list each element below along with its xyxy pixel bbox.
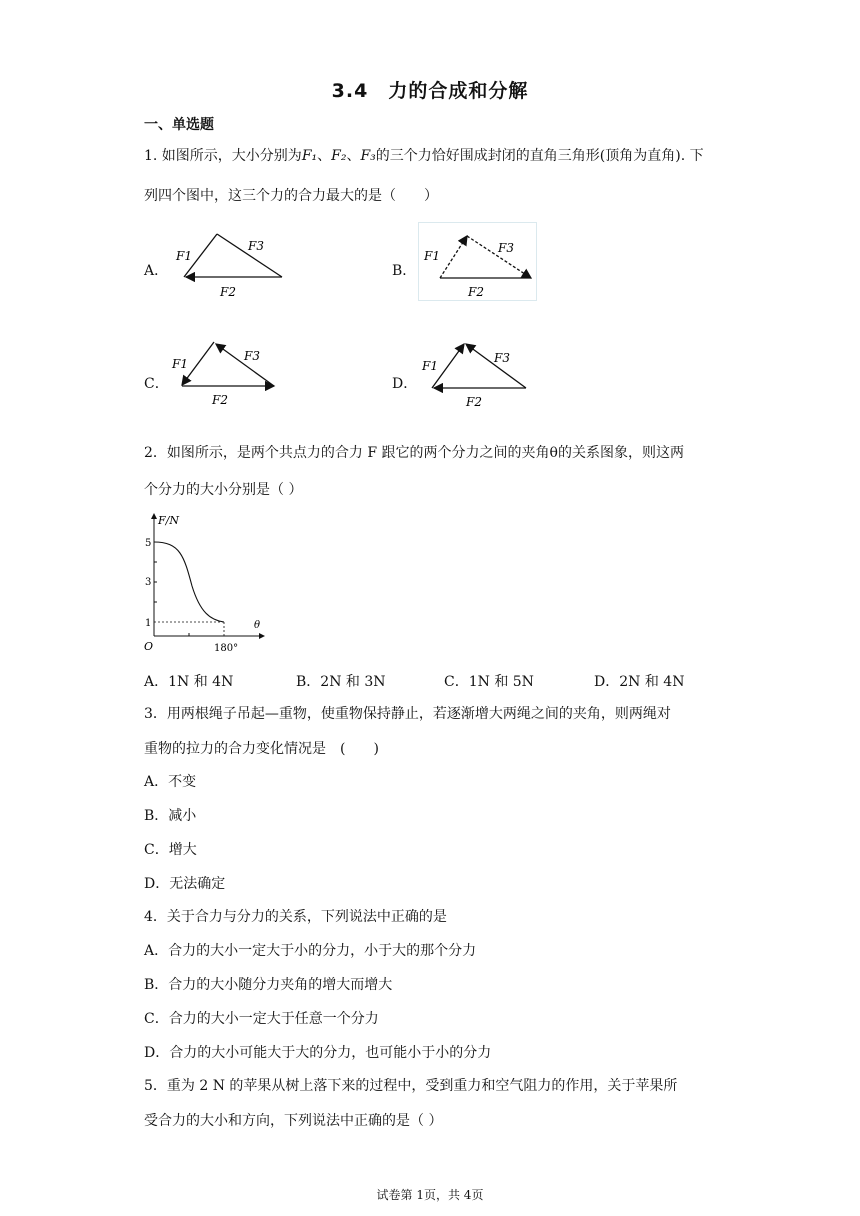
y-tick-1: 1 bbox=[145, 618, 152, 629]
f3-label: F3 bbox=[494, 351, 510, 365]
origin-label: O bbox=[144, 640, 154, 653]
q1-option-c-label: C． bbox=[144, 376, 169, 392]
q5-stem-line1: 5．重为 2 N 的苹果从树上落下来的过程中，受到重力和空气阻力的作用，关于苹果所 bbox=[144, 1078, 678, 1094]
f1-label: F1 bbox=[172, 357, 188, 371]
q1-figure-d bbox=[418, 336, 542, 412]
f2-label: F2 bbox=[212, 393, 228, 407]
q2-stem-line2: 个分力的大小分别是（ ） bbox=[144, 482, 303, 498]
f1-label: F1 bbox=[422, 359, 438, 373]
q5-stem-line2: 受合力的大小和方向，下列说法中正确的是（ ） bbox=[144, 1113, 443, 1129]
q4-option-b: B．合力的大小随分力夹角的增大而增大 bbox=[144, 977, 393, 993]
q1-sep2: 、 bbox=[346, 148, 361, 164]
q4-option-a: A．合力的大小一定大于小的分力，小于大的那个分力 bbox=[144, 943, 477, 959]
f1-vector bbox=[440, 236, 467, 278]
q1-stem-text-a: 1. 如图所示，大小分别为 bbox=[144, 148, 302, 164]
f2-label: F2 bbox=[468, 285, 484, 299]
q3-stem-line2: 重物的拉力的合力变化情况是 ( ) bbox=[144, 741, 379, 757]
f3-label: F3 bbox=[244, 349, 260, 363]
x-axis-label: θ bbox=[254, 620, 261, 631]
page-title: 3.4 力的合成和分解 bbox=[331, 80, 529, 102]
q1-option-b-label: B． bbox=[392, 263, 417, 279]
f2-label: F2 bbox=[466, 395, 482, 409]
f2-label: F2 bbox=[220, 285, 236, 299]
q2-force-angle-graph bbox=[140, 508, 270, 656]
q2-stem-line1: 2．如图所示，是两个共点力的合力 F 跟它的两个分力之间的夹角θ的关系图象，则这两 bbox=[144, 445, 684, 461]
q1-sep1: 、 bbox=[317, 148, 332, 164]
q1-f2: F₂ bbox=[331, 148, 347, 164]
q3-option-b: B．减小 bbox=[144, 808, 197, 824]
q4-stem-line1: 4．关于合力与分力的关系，下列说法中正确的是 bbox=[144, 909, 447, 925]
q1-option-a-label: A． bbox=[144, 263, 169, 279]
y-tick-5: 5 bbox=[145, 538, 152, 549]
f3-label: F3 bbox=[248, 239, 264, 253]
x-tick-180: 180° bbox=[214, 643, 239, 654]
q3-option-c: C．增大 bbox=[144, 842, 197, 858]
q1-stem-line1 bbox=[144, 146, 704, 166]
f1-label: F1 bbox=[176, 249, 192, 263]
q3-option-d: D．无法确定 bbox=[144, 876, 226, 892]
q2-option-c: C．1N 和 5N bbox=[444, 674, 534, 690]
q3-option-a: A．不变 bbox=[144, 774, 197, 790]
q1-stem-line2: 列四个图中，这三个力的合力最大的是（ ） bbox=[144, 188, 438, 204]
f1-label: F1 bbox=[424, 249, 440, 263]
q1-figure-b bbox=[418, 222, 540, 304]
q1-stem-text-b: 的三个力恰好围成封闭的直角三角形(顶角为直角). 下 bbox=[375, 148, 704, 164]
q1-f3: F₃ bbox=[360, 148, 376, 164]
y-tick-3: 3 bbox=[145, 577, 152, 588]
q2-option-a: A．1N 和 4N bbox=[144, 674, 234, 690]
q4-option-c: C．合力的大小一定大于任意一个分力 bbox=[144, 1011, 379, 1027]
q1-figure-c bbox=[166, 336, 290, 412]
q1-f1: F₁ bbox=[301, 148, 318, 164]
q2-option-d: D．2N 和 4N bbox=[594, 674, 685, 690]
q1-option-d-label: D． bbox=[392, 376, 418, 392]
q2-option-b: B．2N 和 3N bbox=[296, 674, 386, 690]
q3-stem-line1: 3．用两根绳子吊起—重物，使重物保持静止，若逐渐增大两绳之间的夹角，则两绳对 bbox=[144, 706, 671, 722]
resultant-curve bbox=[154, 542, 224, 622]
f3-label: F3 bbox=[498, 241, 514, 255]
q1-figure-a bbox=[170, 226, 294, 302]
section-heading: 一、单选题 bbox=[144, 117, 214, 133]
y-axis-label: F/N bbox=[158, 514, 179, 527]
q4-option-d: D．合力的大小可能大于大的分力，也可能小于小的分力 bbox=[144, 1045, 492, 1061]
page-footer: 试卷第 1页，共 4页 bbox=[376, 1188, 484, 1202]
